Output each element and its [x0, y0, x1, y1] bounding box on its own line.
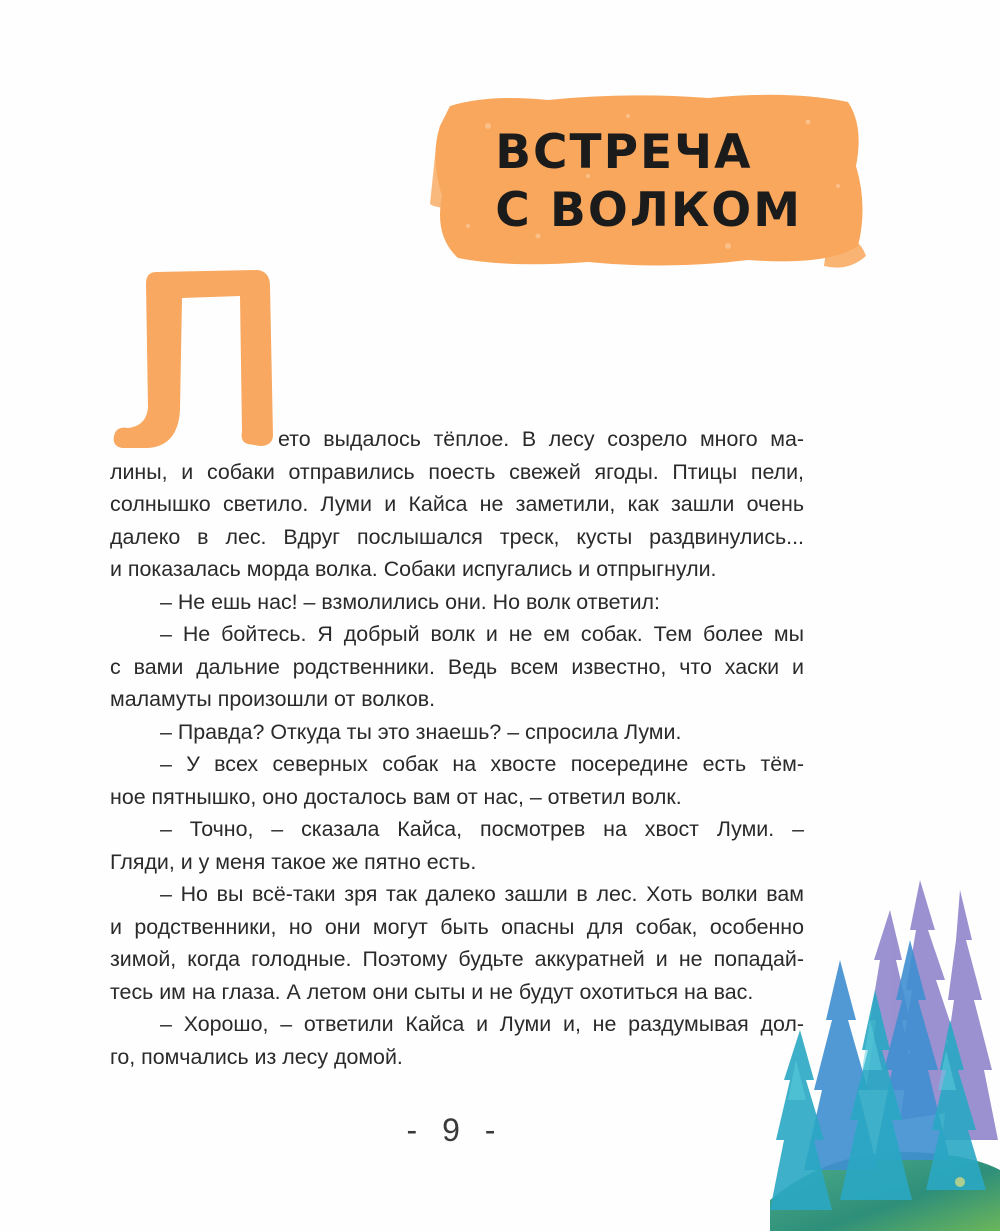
text-line: – Правда? Откуда ты это знаешь? – спросила Луми.: [160, 719, 682, 744]
text-line: – Не ешь нас! – взмолились они. Но волк ответил:: [160, 589, 660, 614]
text-line: – Но вы всё-таки зря так далеко зашли в лес. Хоть волки вам: [160, 882, 804, 906]
story-text: [110, 423, 804, 1073]
drop-cap-letter: [108, 260, 283, 450]
text-line: ето выдалось тёплое. В лесу созрело много ма-: [278, 427, 804, 451]
text-line: с вами дальние родственники. Ведь всем известно, что хаски и: [110, 654, 804, 679]
text-line: маламуты произошли от волков.: [110, 687, 436, 711]
chapter-title-block: [428, 86, 868, 276]
text-line: и родственники, но они могут быть опасны для собак, особенно: [110, 914, 804, 939]
chapter-title-line-1: ВСТРЕЧА: [495, 125, 753, 180]
text-line: далеко в лес. Вдруг послышался треск, кусты раздвинулись...: [110, 524, 804, 549]
text-line: и показалась морда волка. Собаки испугались и отпрыгнули.: [110, 557, 717, 581]
text-line: – Точно, – сказала Кайса, посмотрев на хвост Луми. –: [160, 817, 804, 841]
text-line: тесь им на глаза. А летом они сыты и не будут охотиться на вас.: [110, 979, 754, 1004]
text-line: – Не бойтесь. Я добрый волк и не ем собак. Тем более мы: [160, 622, 804, 646]
chapter-title-line-2: С ВОЛКОМ: [495, 183, 802, 238]
text-line: ное пятнышко, оно досталось вам от нас, – ответил волк.: [110, 784, 682, 809]
text-line: го, помчались из лесу домой.: [110, 1044, 403, 1069]
drop-cap: [108, 260, 283, 450]
chapter-title: [495, 124, 802, 240]
watercolor-fir-trees-icon: [770, 870, 1000, 1231]
text-line: – Хорошо, – ответили Кайса и Луми и, не раздумывая дол-: [160, 1012, 804, 1036]
text-line: солнышко светило. Луми и Кайса не заметили, как зашли очень: [110, 492, 804, 516]
text-line: лины, и собаки отправились поесть свежей ягоды. Птицы пели,: [110, 459, 804, 484]
text-line: Гляди, и у меня такое же пятно есть.: [110, 849, 477, 874]
text-line: зимой, когда голодные. Поэтому будьте аккуратней и не попадай-: [110, 947, 804, 971]
page-number: - 9 -: [406, 1112, 504, 1148]
text-line: – У всех северных собак на хвосте посередине есть тём-: [160, 752, 804, 776]
